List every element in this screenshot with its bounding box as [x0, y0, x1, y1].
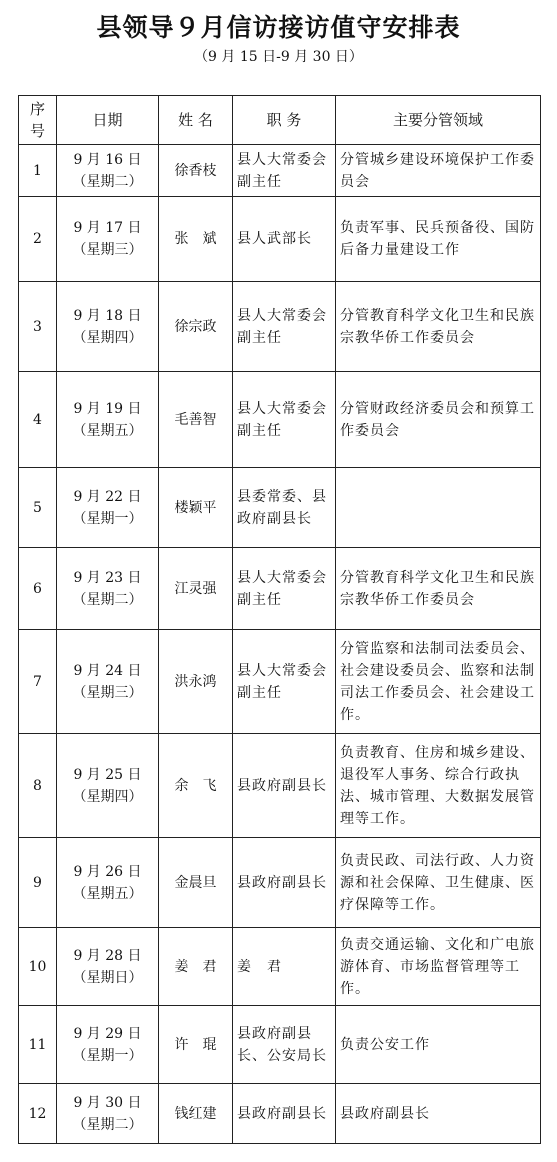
header-name: 姓 名: [159, 96, 233, 145]
weekday-value: （星期四）: [72, 329, 143, 346]
name-value: 钱红建: [174, 1105, 217, 1122]
cell-name: [159, 282, 233, 372]
cell-area: [336, 282, 541, 372]
position-value: 县人大常委会副主任: [237, 307, 327, 346]
area-value: 分管监察和法制司法委员会、社会建设委员会、监察和法制司法工作委员会、社会建设工作。: [340, 640, 535, 723]
position-value: 县政府副县长: [237, 874, 327, 891]
table-row: [19, 1084, 541, 1144]
table-row: [19, 282, 541, 372]
cell-seq: [19, 734, 57, 838]
date-value: 9 月 16 日: [73, 151, 142, 168]
seq-value: 1: [33, 162, 42, 179]
area-value: 负责军事、民兵预备役、国防后备力量建设工作: [340, 220, 535, 258]
seq-value: 2: [33, 231, 42, 247]
cell-date: [57, 1006, 159, 1084]
cell-date: [57, 197, 159, 282]
cell-seq: [19, 468, 57, 548]
position-value: 县人大常委会副主任: [237, 151, 327, 190]
weekday-value: （星期二）: [72, 1116, 143, 1133]
table-row: [19, 928, 541, 1006]
cell-date: [57, 548, 159, 630]
name-value: 洪永鸿: [174, 673, 217, 690]
cell-position: [233, 630, 336, 734]
position-value: 县政府副县长: [237, 1105, 327, 1122]
schedule-table: [18, 95, 541, 1144]
cell-name: [159, 145, 233, 197]
name-value: 余 飞: [174, 777, 217, 794]
cell-seq: [19, 145, 57, 197]
cell-date: [57, 372, 159, 468]
weekday-value: （星期四）: [72, 788, 143, 805]
weekday-value: （星期二）: [72, 591, 143, 608]
cell-position: [233, 145, 336, 197]
name-value: 金晨旦: [174, 874, 217, 891]
cell-name: [159, 1006, 233, 1084]
cell-seq: [19, 1084, 57, 1144]
weekday-value: （星期日）: [72, 969, 143, 986]
area-value: 负责公安工作: [340, 1036, 430, 1053]
cell-position: [233, 1084, 336, 1144]
area-value: 负责民政、司法行政、人力资源和社会保障、卫生健康、医疗保障等工作。: [340, 852, 535, 913]
table-row: [19, 548, 541, 630]
cell-position: [233, 372, 336, 468]
cell-name: [159, 548, 233, 630]
cell-area: [336, 630, 541, 734]
cell-area: [336, 1006, 541, 1084]
cell-name: [159, 1084, 233, 1144]
weekday-value: （星期一）: [72, 510, 143, 527]
area-value: 分管财政经济委员会和预算工作委员会: [340, 400, 535, 439]
cell-date: [57, 145, 159, 197]
cell-seq: [19, 838, 57, 928]
cell-position: [233, 928, 336, 1006]
cell-name: [159, 197, 233, 282]
date-value: 9 月 30 日: [73, 1094, 142, 1111]
weekday-value: （星期五）: [72, 885, 143, 902]
cell-date: [57, 1084, 159, 1144]
seq-value: 8: [33, 777, 42, 794]
date-value: 9 月 23 日: [73, 569, 142, 586]
header-seq: 序号: [19, 96, 57, 145]
table-row: [19, 734, 541, 838]
weekday-value: （星期三）: [72, 684, 143, 701]
seq-value: 3: [33, 318, 42, 335]
position-value: 县人大常委会副主任: [237, 662, 327, 701]
name-value: 许 琨: [174, 1036, 217, 1053]
area-value: 负责交通运输、文化和广电旅游体育、市场监督管理等工作。: [340, 936, 535, 997]
cell-area: [336, 468, 541, 548]
area-value: 县政府副县长: [340, 1105, 430, 1122]
cell-date: [57, 734, 159, 838]
cell-area: [336, 548, 541, 630]
seq-value: 11: [28, 1036, 47, 1053]
seq-value: 5: [33, 499, 42, 516]
cell-name: [159, 928, 233, 1006]
cell-area: [336, 928, 541, 1006]
position-value: 县人大常委会副主任: [237, 400, 327, 439]
table-row: [19, 630, 541, 734]
page-title: 县领导９月信访接访值守安排表: [96, 13, 461, 42]
date-value: 9 月 17 日: [73, 220, 142, 236]
cell-date: [57, 282, 159, 372]
cell-position: [233, 838, 336, 928]
weekday-value: （星期二）: [72, 173, 143, 190]
cell-date: [57, 838, 159, 928]
name-value: 徐香枝: [174, 162, 217, 179]
cell-area: [336, 838, 541, 928]
date-value: 9 月 26 日: [73, 863, 142, 880]
table-row: [19, 1006, 541, 1084]
cell-seq: [19, 1006, 57, 1084]
cell-date: [57, 468, 159, 548]
cell-area: [336, 734, 541, 838]
cell-date: [57, 630, 159, 734]
position-value: 县人武部长: [237, 231, 312, 247]
weekday-value: （星期三）: [72, 242, 143, 258]
cell-seq: [19, 630, 57, 734]
name-value: 姜 君: [174, 958, 217, 975]
area-value: 分管城乡建设环境保护工作委员会: [340, 151, 535, 190]
date-value: 9 月 18 日: [73, 307, 142, 324]
cell-seq: [19, 928, 57, 1006]
seq-value: 10: [28, 958, 47, 975]
name-value: 毛善智: [174, 411, 217, 428]
table-row: [19, 145, 541, 197]
table-row: [19, 372, 541, 468]
position-value: 县委常委、县政府副县长: [237, 488, 327, 527]
date-value: 9 月 29 日: [73, 1025, 142, 1042]
position-value: 县政府副县长、公安局长: [237, 1025, 327, 1064]
cell-name: [159, 468, 233, 548]
weekday-value: （星期一）: [72, 1047, 143, 1064]
table-row: [19, 197, 541, 282]
cell-name: [159, 734, 233, 838]
date-value: 9 月 28 日: [73, 947, 142, 964]
seq-value: 12: [28, 1105, 47, 1122]
cell-position: [233, 468, 336, 548]
name-value: 江灵强: [174, 580, 217, 597]
page-subtitle: （9 月 15 日-9 月 30 日）: [194, 49, 363, 65]
seq-value: 4: [33, 411, 42, 428]
name-value: 楼颖平: [174, 499, 217, 516]
cell-position: [233, 1006, 336, 1084]
cell-area: [336, 145, 541, 197]
area-value: 分管教育科学文化卫生和民族宗教华侨工作委员会: [340, 569, 535, 608]
cell-name: [159, 372, 233, 468]
cell-seq: [19, 197, 57, 282]
area-value: 分管教育科学文化卫生和民族宗教华侨工作委员会: [340, 307, 535, 346]
name-value: 张 斌: [174, 231, 217, 247]
header-position: 职 务: [233, 96, 336, 145]
table-row: [19, 838, 541, 928]
cell-position: [233, 734, 336, 838]
cell-seq: [19, 548, 57, 630]
cell-position: [233, 197, 336, 282]
table-header-row: [19, 96, 541, 145]
cell-area: [336, 197, 541, 282]
cell-area: [336, 372, 541, 468]
position-value: 县政府副县长: [237, 777, 327, 794]
cell-seq: [19, 372, 57, 468]
cell-position: [233, 282, 336, 372]
area-value: 负责教育、住房和城乡建设、退役军人事务、综合行政执法、城市管理、大数据发展管理等工作。: [340, 744, 535, 827]
header-date: 日期: [57, 96, 159, 145]
position-value: 县人大常委会副主任: [237, 569, 327, 608]
date-value: 9 月 25 日: [73, 766, 142, 783]
cell-name: [159, 630, 233, 734]
cell-seq: [19, 282, 57, 372]
weekday-value: （星期五）: [72, 422, 143, 439]
header-area: 主要分管领域: [336, 96, 541, 145]
seq-value: 7: [33, 673, 42, 690]
cell-name: [159, 838, 233, 928]
cell-position: [233, 548, 336, 630]
cell-area: [336, 1084, 541, 1144]
cell-date: [57, 928, 159, 1006]
position-value: 姜 君: [237, 958, 282, 975]
seq-value: 6: [33, 580, 42, 597]
date-value: 9 月 24 日: [73, 662, 142, 679]
name-value: 徐宗政: [174, 318, 217, 335]
date-value: 9 月 22 日: [73, 488, 142, 505]
table-row: [19, 468, 541, 548]
seq-value: 9: [33, 874, 42, 891]
date-value: 9 月 19 日: [73, 400, 142, 417]
